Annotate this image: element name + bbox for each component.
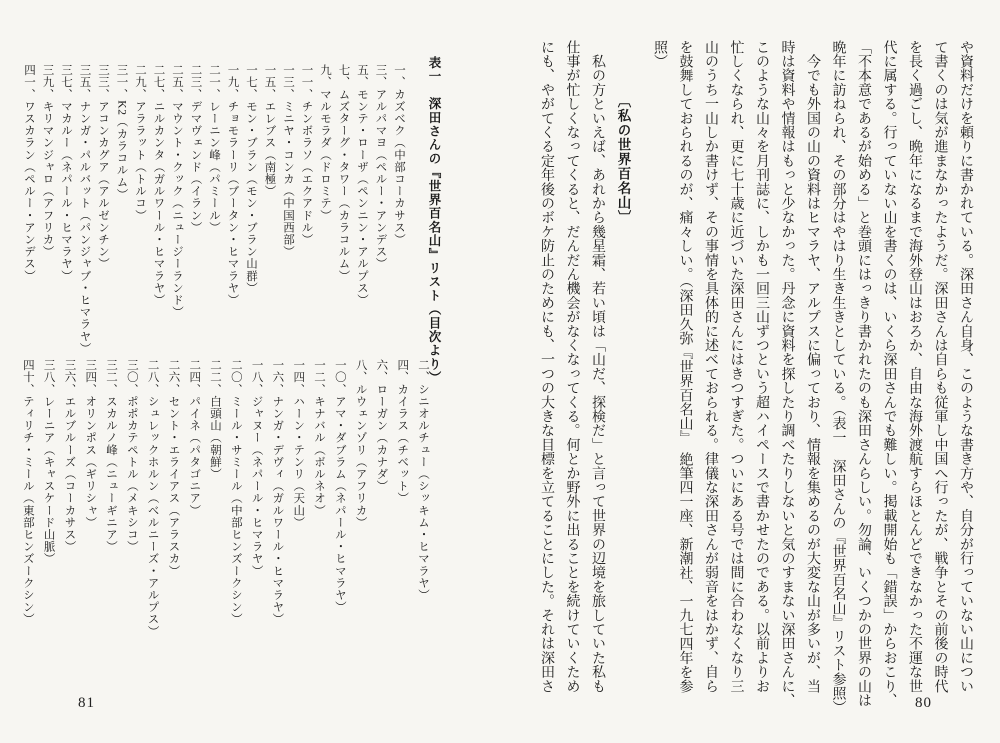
mountain-list-item: 四、カイラス（チベット）	[396, 359, 409, 505]
mountain-list-item: 三、アルパマヨ（ペルー・アンデス）	[374, 64, 387, 270]
mountain-list-item: 二七、ニルカンタ（ガルワール・ヒマラヤ）	[152, 64, 165, 306]
mountain-list-item: 六、ローガン（カナダ）	[375, 359, 388, 493]
mountain-list-item: 三八、レーニア（キャスケード山脈）	[42, 359, 55, 565]
mountain-list-item: 一三、ミニヤ・コンカ（中国西部）	[282, 64, 294, 258]
mountain-list-item: 一九、チョモラーリ（ブータン・ヒマラヤ）	[226, 64, 239, 306]
mountain-list-item: 五、モンテ・ローザ（ペンニン・アルプス）	[356, 64, 368, 306]
mountain-list-item: 二一、レーニン峰（パミール）	[208, 64, 220, 234]
mountain-list-bottom-row	[17, 359, 433, 637]
text-column: 忙しくなられ、更に七十歳に近づいた深田さんにはきつすぎた。ついにある号では間に合わなくなり三	[728, 40, 744, 694]
mountain-list-item: 三二、スカルノ峰（ニューギニア）	[105, 359, 118, 553]
mountain-list-item: 四十、ティリチ・ミール（東部ヒンズークシン）	[21, 359, 34, 626]
mountain-list-item: 一六、ナンガ・デヴィ（ガルワール・ヒマラヤ）	[271, 359, 284, 626]
mountain-list-item: 三四、オリンポス（ギリシャ）	[84, 359, 97, 529]
mountain-list-item: 二二、白頭山（朝鮮）	[209, 359, 222, 480]
text-column: 代に属する。行っていない山を書くのは、いくら深田さんでも難しい。掲載開始も「錯誤」からおこり、	[881, 40, 897, 708]
mountain-list-item: 一四、ハーン・テンリ（天山）	[292, 359, 305, 529]
mountain-list-item: 二五、マウント・クック（ニュージーランド）	[171, 64, 183, 319]
mountain-list-item: 八、ルウェンゾリ（アフリカ）	[354, 359, 367, 529]
mountain-list-item: 二四、パイネ（パタゴニア）	[188, 359, 201, 517]
text-column: 今でも外国の山の資料はヒマラヤ、アルプスに偏っており、情報を集めるのが大変な山が多いが、当	[805, 40, 820, 694]
mountain-list-item: 二六、セント・エライアス（アラスカ）	[167, 359, 180, 577]
mountain-list-item: 二九、アララット（トルコ）	[134, 64, 146, 222]
text-column: て書くのは気が進まなかったようだ。深田さんは自らも従軍し中国へ行ったが、戦争とその前後の時代	[932, 40, 948, 694]
mountain-list-item: 二三、デマヴェンド（イラン）	[189, 64, 202, 234]
text-column: や資料だけを頼りに書かれている。深田さん自身、このような書き方や、自分が行っていない山につい	[958, 40, 973, 694]
mountain-list-item: 一〇、アマ・ダブラム（ネパール・ヒマラヤ）	[333, 359, 346, 614]
mountain-list-item: 四一、ワスカラン（ペルー・アンデス）	[23, 64, 35, 282]
mountain-list-item: 一一、チンボラソ（エクアドル）	[300, 64, 313, 246]
table-title: 表一 深田さんの『世界百名山』リスト（目次より）	[427, 56, 441, 385]
text-column: にも、やがてくる定年後のボケ防止のためにも、一つの大きな目標を立てることにした。それは深田さ	[539, 40, 554, 694]
text-column: 照）	[652, 40, 667, 69]
text-column: 時は資料や情報はもっと少なかった。丹念に資料を探したり調べたりしないと気のすまない深田さんに、	[779, 40, 795, 708]
mountain-list-item: 一五、エレブス（南極）	[263, 64, 276, 198]
mountain-list-item: 三七、マカルー（ネパール・ヒマラヤ）	[60, 64, 72, 282]
text-column: を長く過ごし、晩年になるまで海外登山はおろか、自由な海外渡航すらほとんどできなかった不運な世	[907, 40, 922, 694]
mountain-list-item: 三九、キリマンジャロ（アフリカ）	[41, 64, 54, 258]
mountain-list-item: 三一、K2（カラコルム）	[115, 64, 128, 201]
text-column: 「不本意であるが始める」と巻頭にはっきり書かれたのも深田さんらしい。勿論、いくつかの世界の山は	[856, 40, 871, 708]
text-column: 仕事が忙しくなってくると、だんだん機会がなくなってくる。何とか野外に出ることを続けていくため	[564, 40, 580, 694]
section-heading: 〔私の世界百名山〕	[615, 94, 631, 225]
text-column: 私の方といえば、あれから幾星霜、若い頃は「山だ、探検だ」と言って世界の辺境を旅していた私も	[590, 40, 605, 694]
page-80	[500, 0, 1000, 743]
mountain-list-item: 二、シニオルチュー（シッキム・ヒマラヤ）	[417, 359, 429, 601]
mountain-list-item: 二八、シュレックホルン（ベルニーズ・アルプス）	[146, 359, 159, 638]
mountain-list-item: 一、カズベク（中部コーカサス）	[393, 64, 405, 246]
mountain-list-item: 一八、ジャヌー（ネパール・ヒマラヤ）	[250, 359, 263, 577]
mountain-list-item: 三六、エルブルーズ（コーカサス）	[63, 359, 76, 553]
page-number-80: 80	[915, 695, 932, 711]
text-column: 山のうち一山しか書けず、その事情を具体的に述べておられる。律儀な深田さんが弱音をはかず、自ら	[703, 40, 718, 694]
mountain-list-item: 三三、アコンカグア（アルゼンチン）	[97, 64, 109, 270]
mountain-list-item: 三五、ナンガ・パルバット（パンジャブ・ヒマラヤ）	[78, 64, 91, 355]
mountain-list-item: 三〇、ポポカテペトル（メキシコ）	[125, 359, 138, 553]
mountain-list-item: 一七、モン・ブラン（モン・ブラン山群）	[245, 64, 257, 294]
mountain-list-item: 二〇、ミール・サミール（中部ヒンズークシン）	[229, 359, 242, 626]
body-columns-after-heading	[534, 40, 611, 698]
text-column: 晩年に訪ねられ、その部分はやはり生き生きとしている。（表一 深田さんの『世界百名山』リスト参照）	[830, 40, 846, 715]
text-column: を鼓舞しておられるのが、痛々しい。（深田久弥『世界百名山』 絶筆四一座、新潮社、一九七四年を参	[677, 40, 693, 694]
text-column: このような山々を月刊誌に、しかも一回三山ずつという超ハイペースで書かせたのである。以前よりお	[754, 40, 769, 694]
mountain-list-top-row	[20, 64, 409, 354]
mountain-list-item: 一二、キナバル（ボルネオ）	[313, 359, 326, 517]
mountain-list-item: 九、マルモラダ（ドロミテ）	[319, 64, 331, 222]
mountain-list-item: 七、ムズターグ・タワー（カラコルム）	[337, 64, 350, 282]
page-number-81: 81	[78, 695, 95, 711]
